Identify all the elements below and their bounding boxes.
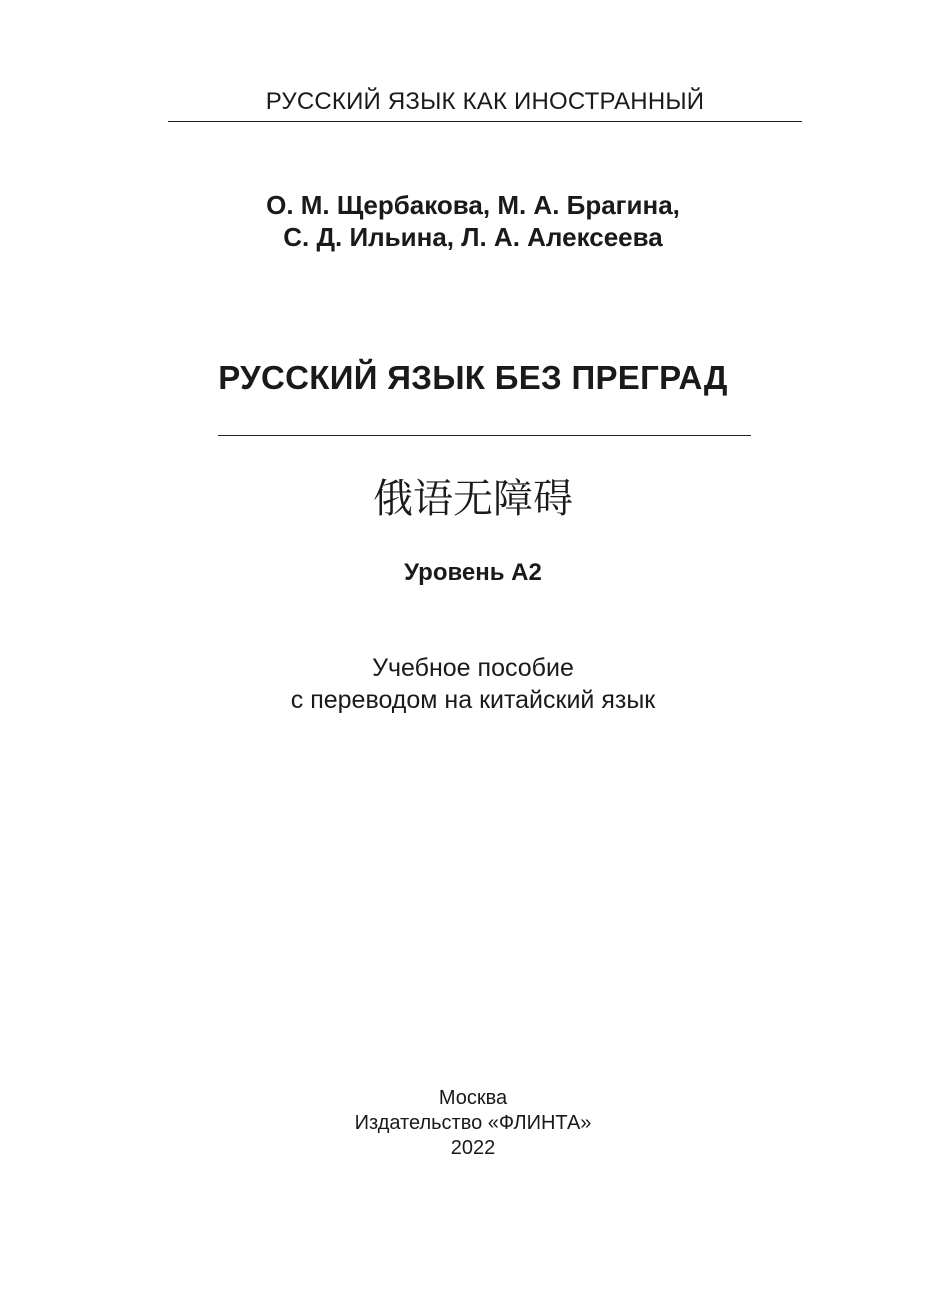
subtitle-line-1: Учебное пособие [372,654,574,682]
subtitle-line-2: с переводом на китайский язык [290,686,656,714]
book-title-chinese: 俄语无障碍 [373,476,573,522]
imprint [250,1086,696,1161]
authors [120,189,826,253]
imprint-year: 2022 [450,1137,496,1159]
authors-line-1: О. М. Щербакова, М. А. Брагина, [266,190,680,220]
subtitle [150,652,796,716]
imprint-publisher: Издательство «ФЛИНТА» [354,1112,592,1134]
top-divider [168,121,802,122]
authors-line-2: С. Д. Ильина, Л. А. Алексеева [283,222,663,252]
imprint-city: Москва [438,1087,508,1109]
book-title: РУССКИЙ ЯЗЫК БЕЗ ПРЕГРАД [218,359,728,396]
series-name: РУССКИЙ ЯЗЫК КАК ИНОСТРАННЫЙ [265,88,705,115]
level: Уровень А2 [404,559,542,586]
title-divider [218,435,751,436]
